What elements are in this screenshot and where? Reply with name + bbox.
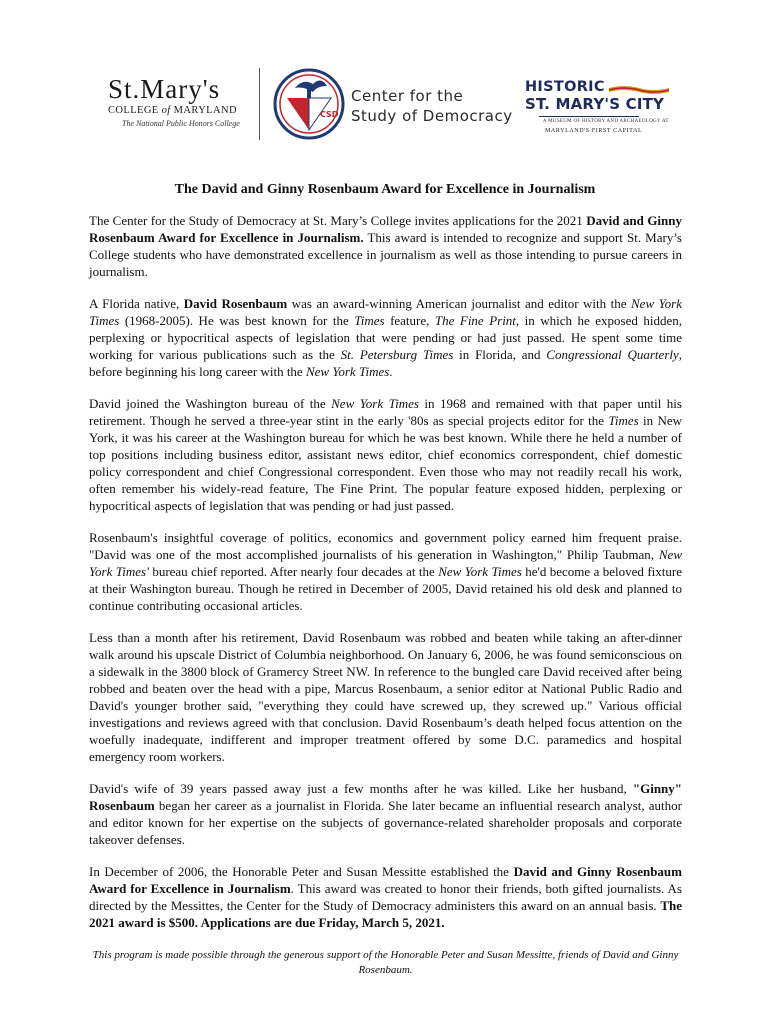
st-marys-college-logo	[108, 76, 248, 128]
csd-seal-text: CSD	[320, 110, 339, 119]
paragraph-praise: Rosenbaum's insightful coverage of politics, economics and government policy earned him frequent praise. "David was one of the most accomplished journalists of his generation in Washington," Philip Taubman, New York Times' bureau chief reported. After nearly four decades at the New York Times he'd become a beloved fixture at their Washington bureau. Though he retired in December of 2005, David retained his old desk and planned to continue contributing occasional articles.	[89, 530, 682, 613]
logo-divider	[259, 68, 260, 140]
hsmc-historic-label: HISTORIC	[525, 79, 605, 95]
csd-seal-logo	[273, 68, 345, 140]
paragraph-career: David joined the Washington bureau of the New York Times in 1968 and remained with that paper until his retirement. Though he served a three-year stint in the early '80s as special projects editor for the Times in New York, it was his career at the Washington bureau for which he was best known. While there he held a number of top positions including business editor, assistant news editor, chief economics correspondent, chief domestic policy correspondent and chief Congressional correspondent. Even those who may not readily recall his work, often remember his widely-read feature, The Fine Print. The popular feature exposed hidden, perplexing or hypocritical aspects of legislation that was pending or had just passed.	[89, 396, 682, 513]
hsmc-city-name: ST. MARY'S CITY	[525, 95, 665, 113]
flag-icon	[609, 84, 669, 96]
paragraph-bio: A Florida native, David Rosenbaum was an award-winning American journalist and editor with the New York Times (1968-2005). He was best known for the Times feature, The Fine Print, in which he exposed hidden, perplexing or hypocritical aspects of legislation that were pending or had just passed. He spent some time working for various publications such as the St. Petersburg Times in Florida, and Congressional Quarterly, before beginning his long career with the New York Times.	[89, 296, 683, 379]
csd-wordmark: Center for the Study of Democracy	[351, 87, 513, 125]
smcm-subtitle: COLLEGE of MARYLAND	[108, 105, 237, 116]
header-logos	[0, 60, 770, 150]
paragraph-award: In December of 2006, the Honorable Peter and Susan Messitte established the David and Ginny Rosenbaum Award for Excellence in Journalism. This award was created to honor their friends, both gifted journalists. As directed by the Messittes, the Center for the Study of Democracy administers this award on an annual basis. The 2021 award is $500. Applications are due Friday, March 5, 2021.	[89, 864, 682, 930]
document-body	[89, 212, 682, 946]
hsmc-small-caption: A MUSEUM OF HISTORY AND ARCHAEOLOGY AT	[543, 119, 669, 124]
paragraph-ginny: David's wife of 39 years passed away just a few months after he was killed. Like her husband, "Ginny" Rosenbaum began her career as a journalist in Florida. She later became an influential research analyst, author and editor known for her expertise on the subjects of governance-related shareholder proposals and corporate takeover defenses.	[89, 781, 682, 847]
document-title: The David and Ginny Rosenbaum Award for Excellence in Journalism	[174, 182, 596, 197]
smcm-tagline: The National Public Honors College	[122, 119, 240, 128]
hsmc-capital-caption: MARYLAND'S FIRST CAPITAL	[545, 128, 643, 134]
footnote: This program is made possible through the generous support of the Honorable Peter and Susan Messitte, friends of David and Ginny Rosenbaum.	[92, 949, 679, 976]
paragraph-death: Less than a month after his retirement, David Rosenbaum was robbed and beaten while taking an after-dinner walk around his upscale District of Columbia neighborhood. On January 6, 2006, he was found semiconscious on a sidewalk in the 3800 block of Gramercy Street NW. In reference to the bungled care David received after being robbed and beaten over the head with a pipe, Marcus Rosenbaum, a senior editor at National Public Radio and David's younger brother said, "everything they could have screwed up, they screwed up." Various official investigations and reviews agreed with that conclusion. David Rosenbaum’s death helped focus attention on the woefully inadequate, indifferent and improper treatment offered by some D.C. paramedics and hospital emergency room workers.	[89, 630, 682, 764]
hsmc-rule	[539, 116, 639, 117]
historic-st-marys-city-logo	[525, 79, 669, 134]
smcm-wordmark: St.Mary's	[108, 74, 221, 104]
paragraph-intro: The Center for the Study of Democracy at St. Mary’s College invites applications for the 2021 David and Ginny Rosenbaum Award for Excellence in Journalism. This award is intended to recognize and support St. Mary’s College students who have demonstrated excellence in journalism as well as those intending to pursue careers in journalism.	[89, 213, 682, 279]
